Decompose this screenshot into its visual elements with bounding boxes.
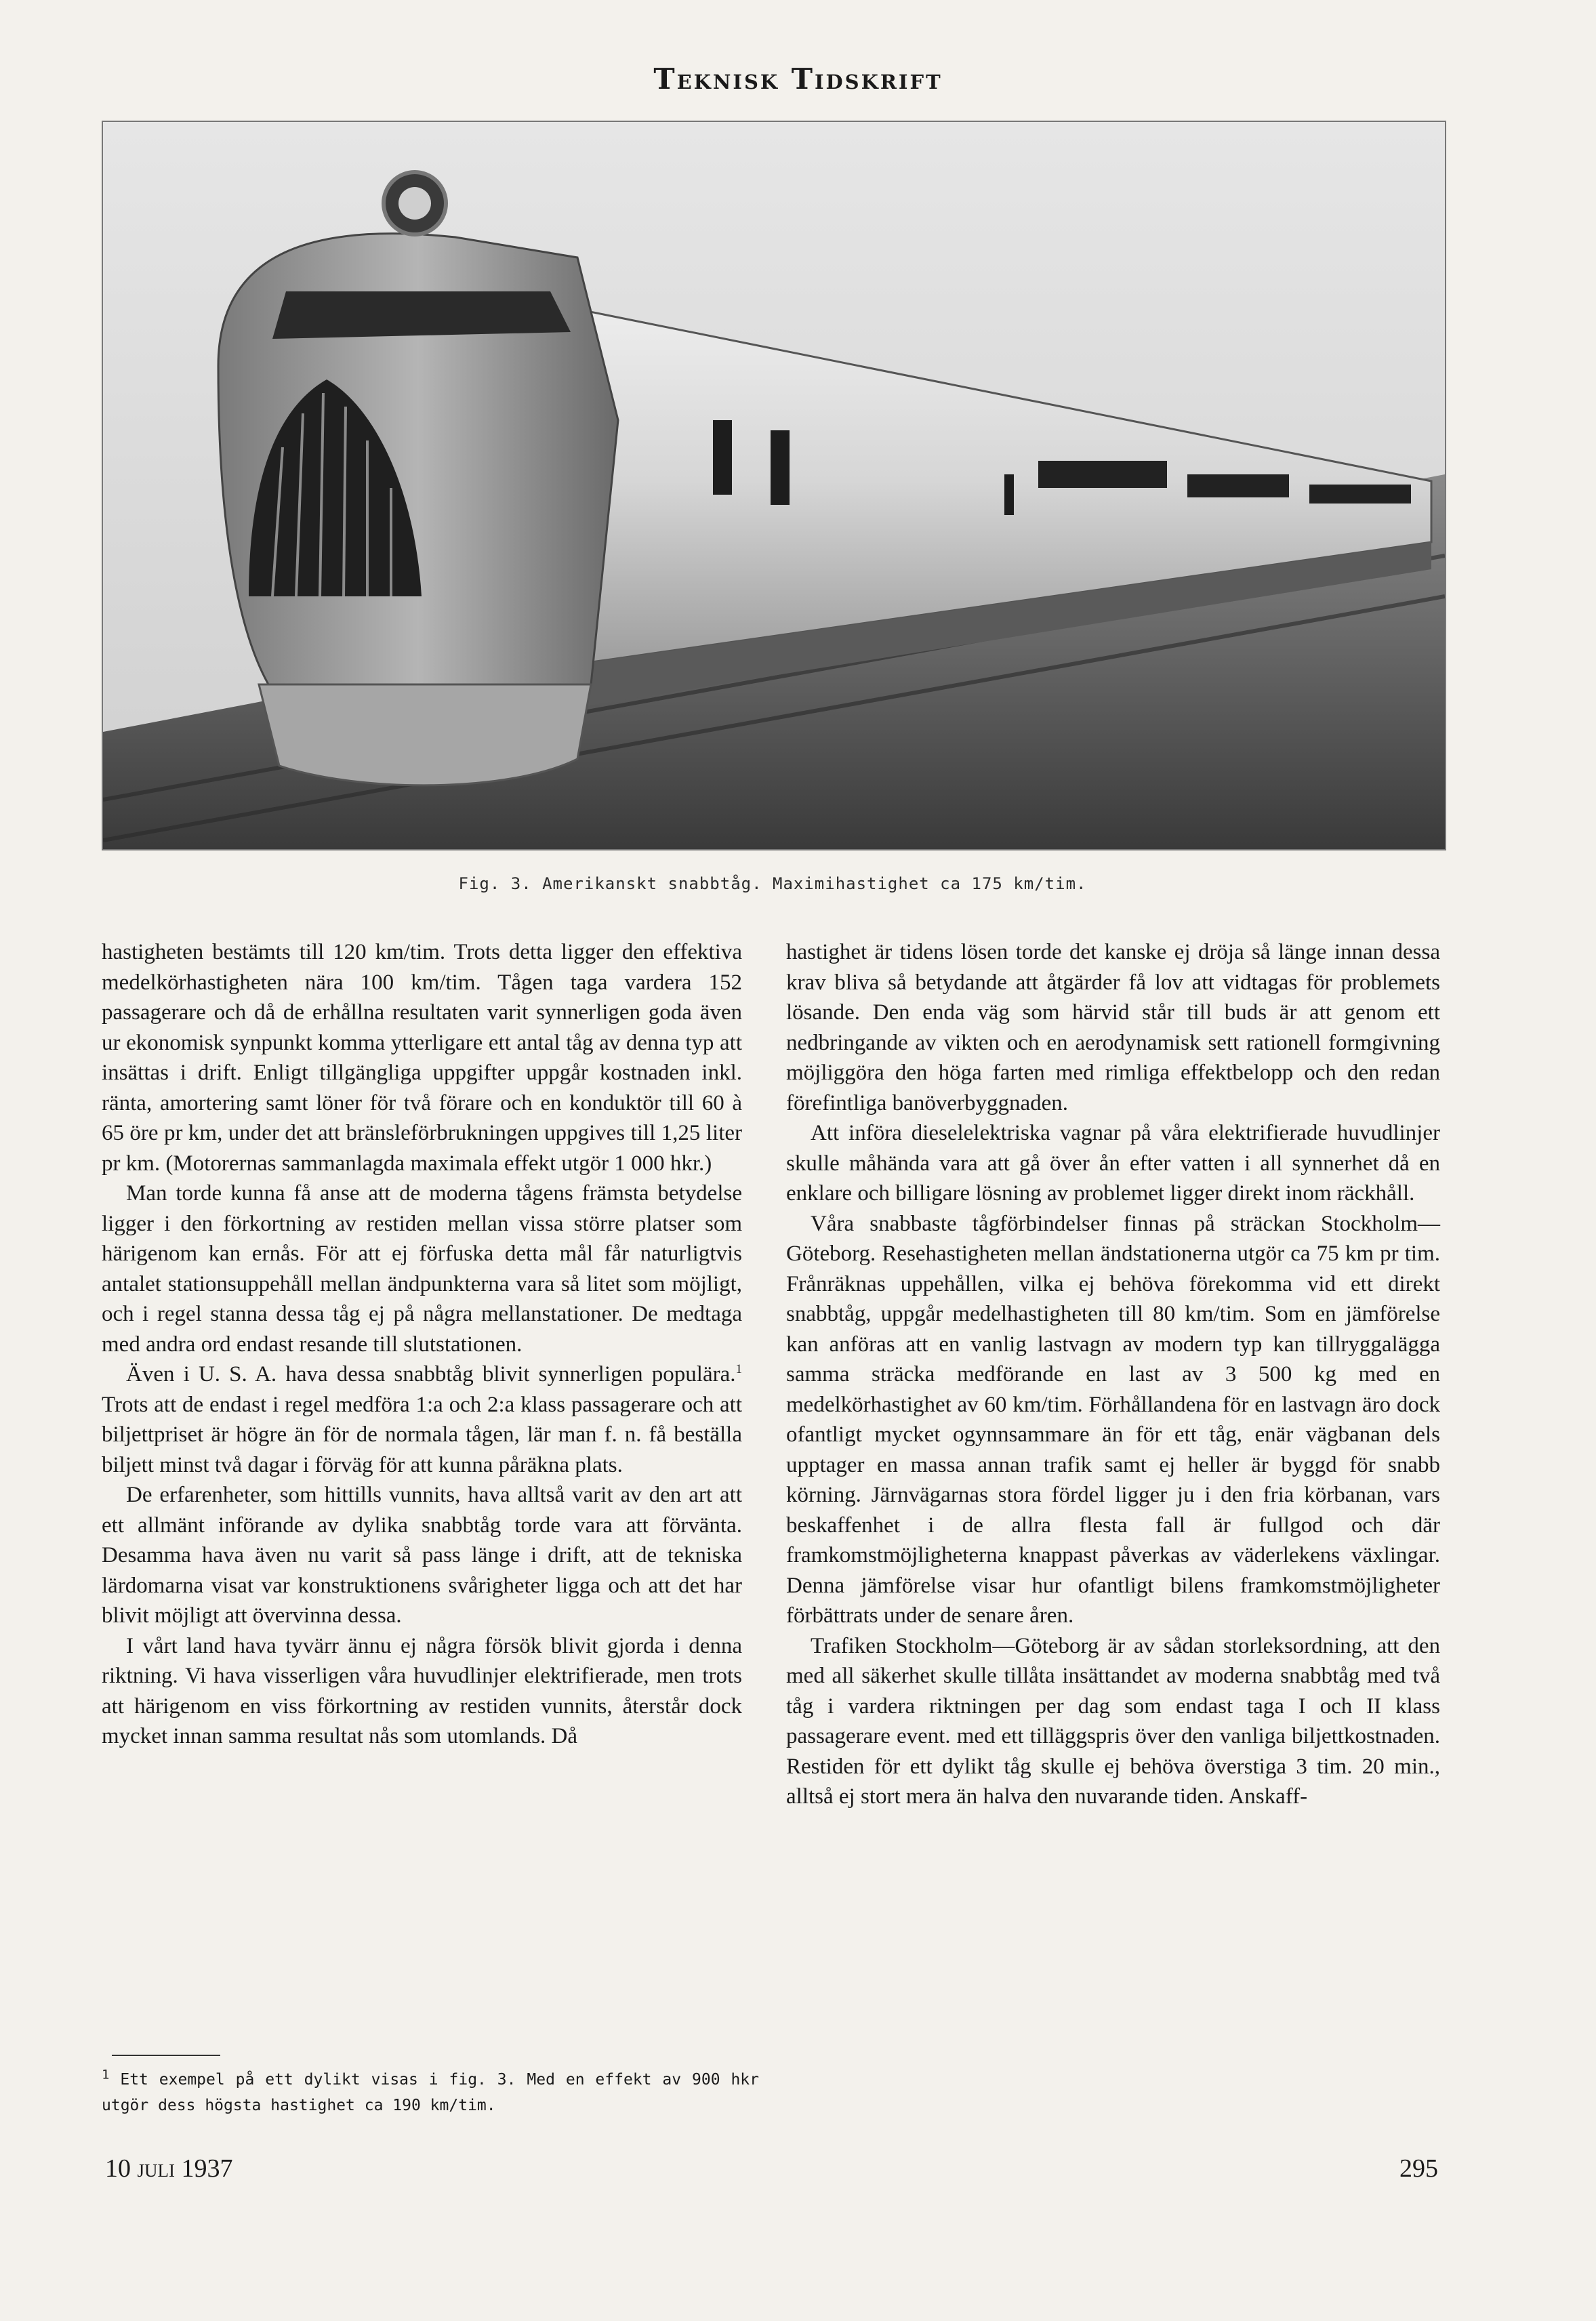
paragraph: hastighet är tidens lösen torde det kanske ej dröja så länge innan dessa krav bliva så betydande att åtgärder få lov att vidtagas för problemets lösande. Den enda väg som härvid står till buds är att genom ett nedbringande av vikten och en aerodynamisk sett rationell formgivning möjliggöra den höga farten med rimliga effektbelopp och den redan förefintliga banöverbyggnaden.: [786, 940, 1440, 1115]
left-column: [102, 937, 742, 1752]
paragraph-text: Trots att de endast i regel medföra 1:a och 2:a klass passagerare och att biljettpriset är högre än för de normala tågen, lär man f. n. få beställa biljett minst två dagar i förväg för att kunna påräkna plats.: [102, 1392, 742, 1477]
right-column: [786, 937, 1440, 1812]
page-number: 295: [1399, 2154, 1438, 2183]
paragraph: De erfarenheter, som hittills vunnits, hava alltså varit av den art att ett allmänt införande av dylika snabbtåg torde vara att förvänta. Desamma hava även nu varit så pass länge i drift, att de tekniska lärdomarna visat var konstruktionens svårigheter ligga och att det har blivit möjligt att övervinna dessa.: [102, 1483, 742, 1628]
paragraph-text: Även i U. S. A. hava dessa snabbtåg blivit synnerligen populära.: [126, 1362, 736, 1387]
paragraph: [102, 1359, 742, 1480]
paragraph: Att införa dieselelektriska vagnar på våra elektrifierade huvudlinjer skulle måhända vara att gå över ån efter vatten i all synnerhet då en enklare och billigare lösning av problemet ligger direkt inom räckhåll.: [786, 1121, 1440, 1206]
paragraph: I vårt land hava tyvärr ännu ej några försök blivit gjorda i denna riktning. Vi hava visserligen våra huvudlinjer elektrifierade, men trots att härigenom en viss förkortning av restiden vunnits, återstår dock mycket innan samma resultat nås som utomlands. Då: [102, 1633, 742, 1748]
footnote: [102, 2067, 759, 2118]
train-photograph: [102, 121, 1446, 850]
paragraph: hastigheten bestämts till 120 km/tim. Trots detta ligger den effektiva medelkörhastigheten nära 100 km/tim. Tågen taga vardera 152 passagerare och då de erhållna resultaten varit synnerligen goda även ur ekonomisk synpunkt komma ytterligare ett antal tåg av denna typ att insättas i drift. Enligt tillgängliga uppgifter uppgår kostnaden inkl. ränta, amortering samt löner för två förare och en konduktör till 60 à 65 öre pr km, under det att bränsleförbrukningen uppgives till 1,25 liter pr km. (Motorernas sammanlagda maximala effekt utgör 1 000 hkr.): [102, 940, 742, 1176]
footnote-marker: 1: [735, 1362, 742, 1376]
footnote-divider: [112, 2055, 220, 2056]
journal-title: Teknisk Tidskrift: [653, 62, 943, 96]
paragraph: Våra snabbaste tågförbindelser finnas på sträckan Stockholm—Göteborg. Resehastigheten mellan ändstationerna utgör ca 75 km pr tim. Frånräknas uppehållen, vilka ej behöva förekomma vid ett direkt snabbtåg, uppgår medelhastigheten till 80 km/tim. Som en jämförelse kan anföras att en vanlig lastvagn av modern typ kan tillryggalägga samma sträcka medförande en last av 3 500 kg med en medelkörhastighet av 60 km/tim. Förhållandena för en lastvagn äro dock ofantligt mycket ogynnsammare än för ett tåg, enär vägbanan dels upptager en massa annan trafik samt ej heller är byggd för snabb körning. Järnvägarnas stora fördel ligger ju i den fria körbanan, vars beskaffenhet i de allra flesta fall är fullgod och där framkomstmöjligheterna knappast påverkas av väderlekens växlingar. Denna jämförelse visar hur ofantligt bilens framkomstmöjligheter förbättrats under de senare åren.: [786, 1211, 1440, 1628]
paragraph: Man torde kunna få anse att de moderna tågens främsta betydelse ligger i den förkortning av restiden mellan vissa större platser som härigenom kan ernås. För att ej förfuska detta mål får naturligtvis antalet stationsuppehåll mellan ändpunkterna vara så litet som möjligt, och i regel stanna dessa tåg ej på några mellanstationer. De medtaga med andra ord endast resande till slutstationen.: [102, 1181, 742, 1357]
figure-caption: Fig. 3. Amerikanskt snabbtåg. Maximihastighet ca 175 km/tim.: [458, 874, 1087, 893]
paragraph: Trafiken Stockholm—Göteborg är av sådan storleksordning, att den med all säkerhet skulle tillåta insättandet av moderna snabbtåg med två tåg i vardera riktningen per dag som endast taga I och II klass passagerare event. med ett tilläggspris över den vanliga biljettkostnaden. Restiden för ett dylikt tåg skulle ej behöva överstiga 3 tim. 20 min., alltså ej stort mera än halva den nuvarande tiden. Anskaff-: [786, 1633, 1440, 1809]
footnote-text: Ett exempel på ett dylikt visas i fig. 3. Med en effekt av 900 hkr utgör dess högsta hastighet ca 190 km/tim.: [102, 2071, 759, 2114]
footnote-marker: 1: [102, 2067, 110, 2082]
train-illustration: [103, 122, 1445, 849]
issue-date: 10 juli 1937: [105, 2154, 233, 2183]
